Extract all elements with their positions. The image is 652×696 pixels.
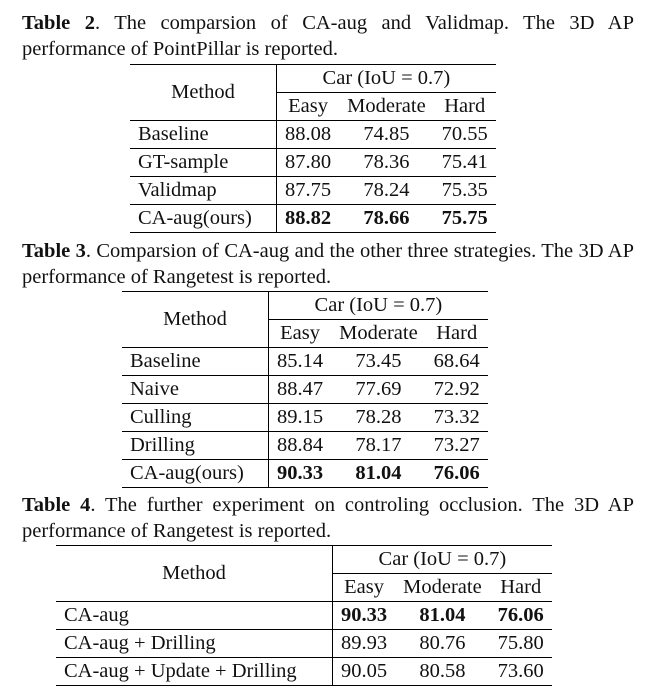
- table2-col-moderate: Moderate: [347, 95, 426, 117]
- table4-caption: [22, 492, 634, 544]
- moderate-cell: 73.45: [331, 348, 426, 376]
- hard-cell: 75.75: [434, 205, 496, 233]
- easy-cell: 88.47: [269, 376, 332, 404]
- table4-method-header: Method: [56, 546, 333, 602]
- table-row: [122, 376, 488, 404]
- moderate-cell: 77.69: [331, 376, 426, 404]
- table3-caption: [22, 238, 634, 290]
- hard-cell: 73.27: [426, 432, 488, 460]
- table2-label: Table 2: [22, 12, 95, 34]
- table4-col-moderate: Moderate: [403, 576, 482, 598]
- table4: [56, 545, 552, 686]
- table3-method-header: Method: [122, 292, 269, 348]
- hard-cell: 75.35: [434, 177, 496, 205]
- table-row: [130, 121, 496, 149]
- table4-col-easy: Easy: [344, 576, 384, 598]
- table-row: [122, 348, 488, 376]
- table-row: [130, 177, 496, 205]
- method-cell: Drilling: [122, 432, 269, 460]
- easy-cell: 90.33: [269, 460, 332, 488]
- moderate-cell: 78.28: [331, 404, 426, 432]
- table3-label: Table 3: [22, 240, 86, 262]
- moderate-cell: 81.04: [331, 460, 426, 488]
- method-cell: Naive: [122, 376, 269, 404]
- table3-col-hard: Hard: [436, 322, 478, 344]
- moderate-cell: 78.66: [339, 205, 434, 233]
- table2-caption: [22, 10, 634, 62]
- table3-caption-text: . Comparsion of CA-aug and the other three strategies. The 3D AP performance of Rangetest is reported.: [22, 240, 634, 288]
- easy-cell: 88.84: [269, 432, 332, 460]
- method-cell: CA-aug(ours): [122, 460, 269, 488]
- hard-cell: 75.41: [434, 149, 496, 177]
- hard-cell: 72.92: [426, 376, 488, 404]
- easy-cell: 88.08: [277, 121, 340, 149]
- hard-cell: 73.32: [426, 404, 488, 432]
- table3-group-header: Car (IoU = 0.7): [269, 292, 488, 320]
- hard-cell: 68.64: [426, 348, 488, 376]
- hard-cell: 76.06: [490, 602, 552, 630]
- table3-col-moderate: Moderate: [339, 322, 418, 344]
- method-cell: Culling: [122, 404, 269, 432]
- easy-cell: 85.14: [269, 348, 332, 376]
- moderate-cell: 78.36: [339, 149, 434, 177]
- table-row: [56, 630, 552, 658]
- moderate-cell: 74.85: [339, 121, 434, 149]
- table-row: [130, 205, 496, 233]
- table2-col-easy: Easy: [288, 95, 328, 117]
- method-cell: CA-aug(ours): [130, 205, 277, 233]
- table-row: [130, 149, 496, 177]
- table2-group-header: Car (IoU = 0.7): [277, 65, 496, 93]
- table4-col-hard: Hard: [500, 576, 542, 598]
- hard-cell: 70.55: [434, 121, 496, 149]
- method-cell: Validmap: [130, 177, 277, 205]
- moderate-cell: 78.17: [331, 432, 426, 460]
- easy-cell: 87.75: [277, 177, 340, 205]
- table2-method-header: Method: [130, 65, 277, 121]
- moderate-cell: 81.04: [395, 602, 490, 630]
- easy-cell: 89.93: [333, 630, 396, 658]
- table4-group-header: Car (IoU = 0.7): [333, 546, 552, 574]
- method-cell: CA-aug + Update + Drilling: [56, 658, 333, 686]
- table2: [130, 64, 496, 233]
- table2-caption-text: . The comparsion of CA-aug and Validmap. The 3D AP performance of PointPillar is reported.: [22, 12, 634, 60]
- table-row: [122, 460, 488, 488]
- table-row: [122, 432, 488, 460]
- method-cell: Baseline: [130, 121, 277, 149]
- method-cell: Baseline: [122, 348, 269, 376]
- easy-cell: 89.15: [269, 404, 332, 432]
- table4-caption-text: . The further experiment on controling occlusion. The 3D AP performance of Rangetest is reported.: [22, 494, 634, 542]
- easy-cell: 90.33: [333, 602, 396, 630]
- moderate-cell: 80.76: [395, 630, 490, 658]
- table-row: [56, 602, 552, 630]
- hard-cell: 75.80: [490, 630, 552, 658]
- table2-col-hard: Hard: [444, 95, 486, 117]
- method-cell: CA-aug + Drilling: [56, 630, 333, 658]
- method-cell: GT-sample: [130, 149, 277, 177]
- moderate-cell: 78.24: [339, 177, 434, 205]
- table-row: [56, 658, 552, 686]
- moderate-cell: 80.58: [395, 658, 490, 686]
- method-cell: CA-aug: [56, 602, 333, 630]
- hard-cell: 76.06: [426, 460, 488, 488]
- table4-label: Table 4: [22, 494, 91, 516]
- table3: [122, 291, 488, 488]
- table3-col-easy: Easy: [280, 322, 320, 344]
- easy-cell: 88.82: [277, 205, 340, 233]
- hard-cell: 73.60: [490, 658, 552, 686]
- easy-cell: 90.05: [333, 658, 396, 686]
- easy-cell: 87.80: [277, 149, 340, 177]
- table-row: [122, 404, 488, 432]
